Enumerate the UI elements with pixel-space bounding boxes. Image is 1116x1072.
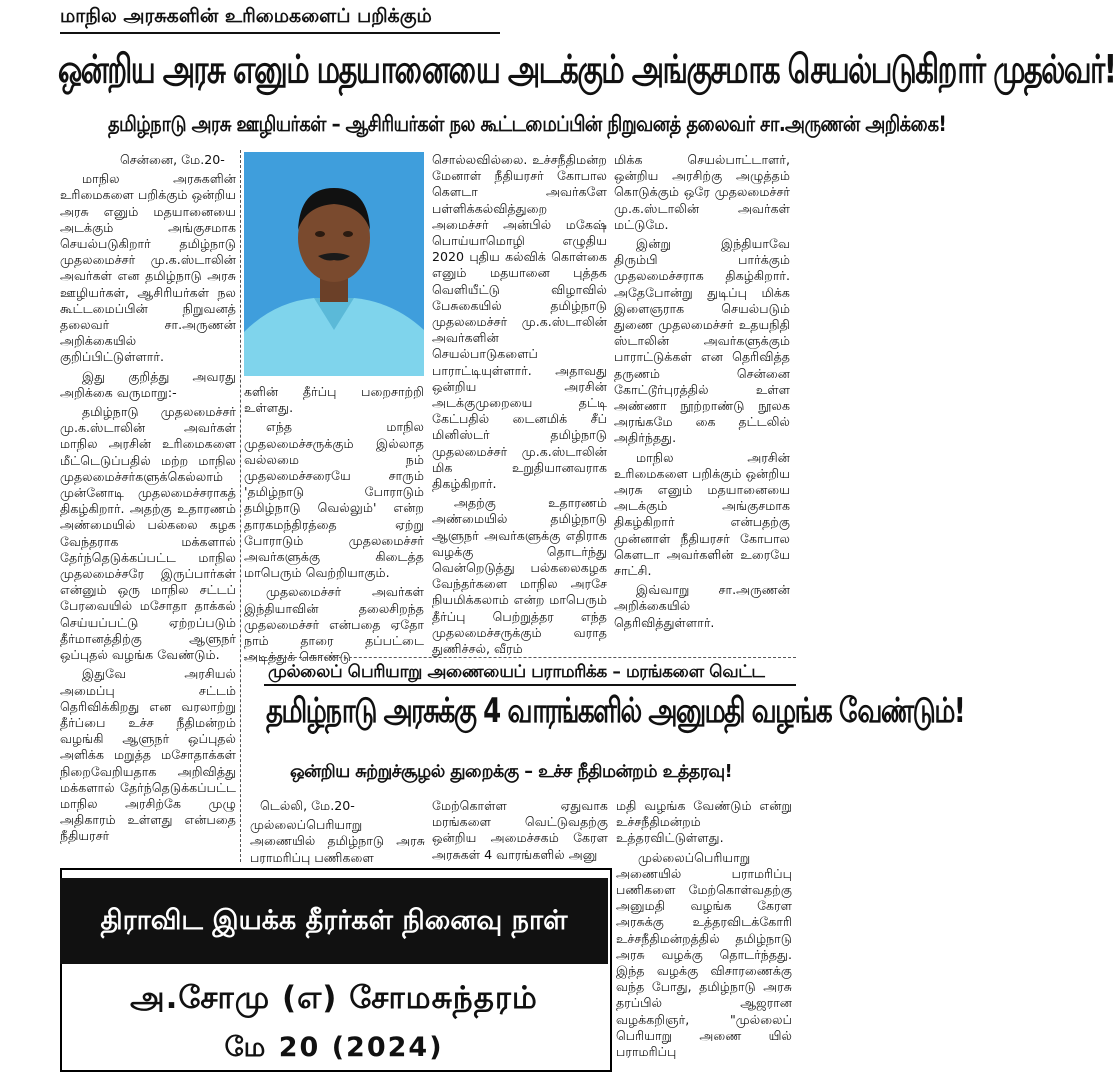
kicker-rule [60,32,500,34]
author-photo [244,152,424,376]
memorial-name: அ.சோமு (எ) சோமசுந்தரம் [130,980,538,1016]
section2-headline: தமிழ்நாடு அரசுக்கு 4 வாரங்களில் அனுமதி வழங்க வேண்டும்! [266,692,965,731]
memorial-date: மே 20 (2024) [224,1032,444,1063]
headline: ஒன்றிய அரசு எனும் மதயானையை அடக்கும் அங்குசமாக செயல்படுகிறார் முதல்வர்! [58,46,1116,92]
memorial-title: திராவிட இயக்க தீரர்கள் நினைவு நாள் [60,878,608,964]
kicker: மாநில அரசுகளின் உரிமைகளைப் பறிக்கும் [60,5,432,27]
section2-rule [264,684,796,686]
section2-column-3 [616,798,792,1060]
section2-column-1 [250,798,425,865]
paragraph: இதுவே அரசியல் அமைப்பு சட்டம் தெரிவிக்கிறது என வரலாற்று தீர்ப்பை உச்ச நீதிமன்றம் வழங்கி ஆளுநர் ஒப்புதல் அளிக்க மறுத்த மசோதாக்கள் நிறைவேறியதாக அறிவித்து மக்களால் தேர்ந்தெடுக்கப்பட்ட மாநில அரசிற்கே முழு அதிகாரம் உள்ளது என்பதை நீதியரசர் [60,666,236,844]
paragraph: களின் தீர்ப்பு பறைசாற்றி உள்ளது. [244,384,424,416]
paragraph: இது குறித்து அவரது அறிக்கை வருமாறு:- [60,368,236,400]
person-photo-icon [244,152,424,376]
section2-column-2 [432,798,608,860]
paragraph: இன்று இந்தியாவே திரும்பி பார்க்கும் முதலமைச்சராக திகழ்கிறார். அதேபோன்று துடிப்பு மிக்க இளைஞராக செயல்படும் துணை முதலமைச்சர் உதயநிதி ஸ்டாலின் அவர்களுக்கும் பாராட்டுக்கள் என தெரிவித்த தருணம் சென்னை கோட்டூர்புரத்தில் உள்ள அண்ணா நூற்றாண்டு நூலக அரங்கமே கை தட்டலில் அதிர்ந்தது. [614,236,790,446]
paragraph: மதி வழங்க வேண்டும் என்று உச்சநீதிமன்றம் உத்தரவிட்டுள்ளது. [616,798,792,846]
article-column-4 [614,152,790,654]
paragraph: முதலமைச்சர் அவர்கள் இந்தியாவின் தலைசிறந்த முதலமைச்சர் என்பதை ஏதோ நாம் தாரை தப்பட்டை அடித்துக் கொண்டு [244,584,424,665]
paragraph: அதற்கு உதாரணம் அண்மையில் தமிழ்நாடு ஆளுநர் அவர்களுக்கு எதிராக வழக்கு தொடர்ந்து வென்றெடுத்து பல்கலைகழக வேந்தர்களை மாநில அரசே நியமிக்கலாம் என்ற மாபெரும் தீர்ப்பு பெற்றுத்தர எந்த முதலமைச்சருக்கும் வராத துணிச்சல், வீரம் [432,495,607,657]
paragraph: முல்லைப்பெரியாறு அணையில் பராமரிப்பு பணிகளை மேற்கொள்வதற்கு அனுமதி வழங்க கேரள அரசுக்கு உத்தரவிடக்கோரி உச்சநீதிமன்றத்தில் தமிழ்நாடு அரசு வழக்கு தொடர்ந்தது. இந்த வழக்கு விசாரணைக்கு வந்த போது, தமிழ்நாடு அரசு தரப்பில் ஆஜரான வழக்கறிஞர், "முல்லைப் பெரியாறு அணை யில் பராமரிப்பு [616,849,792,1060]
paragraph: முல்லைப்பெரியாறு அணையில் தமிழ்நாடு அரசு பராமரிப்பு பணிகளை [250,817,425,865]
paragraph: மாநில அரசின் உரிமைகளை பறிக்கும் ஒன்றிய அரசு எனும் மதயானையை அடக்கும் அங்குசமாக திகழ்கிறார் என்பதற்கு முன்னாள் நீதியரசர் கோபால கௌடா அவர்களின் உரையே சாட்சி. [614,449,790,579]
paragraph: இவ்வாறு சா.அருணன் அறிக்கையில் தெரிவித்துள்ளார். [614,582,790,630]
paragraph: மிக்க செயல்பாட்டாளர், ஒன்றிய அரசிற்கு அழுத்தம் கொடுக்கும் ஒரே முதலமைச்சர் மு.க.ஸ்டாலின் அவர்கள் மட்டுமே. [614,152,790,232]
paragraph: மேற்கொள்ள ஏதுவாக மரங்களை வெட்டுவதற்கு ஒன்றிய அமைச்சகம் கேரள அரசுகள் 4 வாரங்களில் அனு [432,798,608,862]
column-divider [240,150,241,862]
subhead: தமிழ்நாடு அரசு ஊழியர்கள் – ஆசிரியர்கள் நல கூட்டமைப்பின் நிறுவனத் தலைவர் சா.அருணன் அறிக்கை! [108,112,947,138]
article-column-3 [432,152,607,657]
section2-kicker: முல்லைப் பெரியாறு அணையைப் பராமரிக்க – மரங்களை வெட்ட [268,662,765,682]
dateline: சென்னை, மே.20- [120,152,225,167]
section-divider [244,657,796,658]
section2-subhead: ஒன்றிய சுற்றுச்சூழல் துறைக்கு – உச்ச நீதிமன்றம் உத்தரவு! [290,762,733,782]
dateline: டெல்லி, மே.20- [260,798,355,813]
paragraph: சொல்லவில்லை. உச்சநீதிமன்ற மேனாள் நீதியரசர் கோபால கௌடா அவர்களே பள்ளிக்கல்வித்துறை அமைச்சர் அன்பில் மகேஷ் பொய்யாமொழி எழுதிய 2020 புதிய கல்விக் கொள்கை எனும் மதயானை புத்தக வெளியீட்டு விழாவில் பேசுகையில் தமிழ்நாடு முதலமைச்சர் மு.க.ஸ்டாலின் அவர்களின் செயல்பாடுகளைப் பாராட்டியுள்ளார். அதாவது ஒன்றிய அரசின் அடக்குமுறையை தட்டி கேட்பதில் டைனமிக் சீப் மினிஸ்டர் தமிழ்நாடு முதலமைச்சர் மு.க.ஸ்டாலின் மிக உறுதியானவராக திகழ்கிறார். [432,152,607,492]
paragraph: தமிழ்நாடு முதலமைச்சர் மு.க.ஸ்டாலின் அவர்கள் மாநில அரசின் உரிமைகளை மீட்டெடுப்பதில் மற்ற மாநில முதலமைச்சர்களுக்கெல்லாம் முன்னோடி முதலமைச்சராகத் திகழ்கிறார். அதற்கு உதாரணம் அண்மையில் பல்கலை கழக வேந்தராக மக்களால் தேர்ந்தெடுக்கப்பட்ட மாநில முதலமைச்சரே இருப்பார்கள் என்னும் ஒரு மாநில சட்டப் பேரவையில் மசோதா தாக்கல் செய்யப்பட்டு ஏற்றப்படும் தீர்மானத்திற்கு ஆளுநர் ஒப்புதல் வழங்க வேண்டும். [60,404,236,663]
article-column-2 [244,384,424,665]
article-column-1 [60,152,236,857]
paragraph: எந்த மாநில முதலமைச்சருக்கும் இல்லாத வல்லமை நம் முதலமைச்சரையே சாரும் 'தமிழ்நாடு போராடும் தமிழ்நாடு வெல்லும்' என்ற தாரகமந்திரத்தை ஏற்று போராடும் முதலமைச்சர் அவர்களுக்கு கிடைத்த மாபெரும் வெற்றியாகும். [244,419,424,581]
paragraph: மாநில அரசுகளின் உரிமைகளை பறிக்கும் ஒன்றிய அரசு எனும் மதயானையை அடக்கும் அங்குசமாக செயல்படுகிறார் தமிழ்நாடு முதலமைச்சர் மு.க.ஸ்டாலின் அவர்கள் என தமிழ்நாடு அரசு ஊழியர்கள், ஆசிரியர்கள் நல கூட்டமைப்பின் நிறுவனத் தலைவர் சா.அருணன் அறிக்கையில் குறிப்பிட்டுள்ளார். [60,171,236,365]
